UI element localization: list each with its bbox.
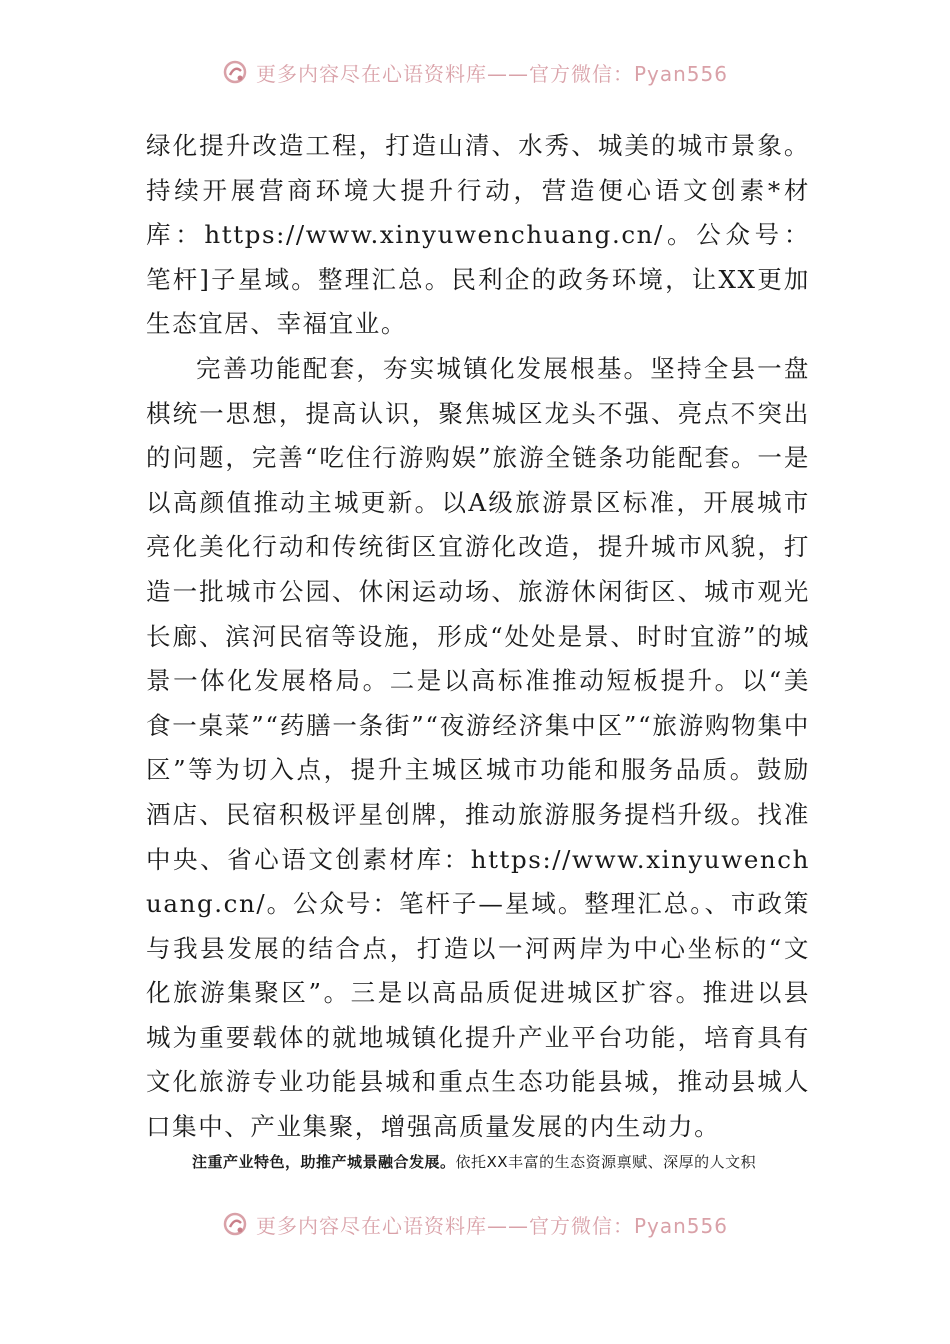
brand-logo-icon <box>222 59 248 85</box>
footnote-line <box>192 1150 832 1174</box>
paragraph-2: 完善功能配套，夯实城镇化发展根基。坚持全县一盘棋统一思想，提高认识，聚焦城区龙头不强、亮点不突出的问题，完善“吃住行游购娱”旅游全链条功能配套。一是以高颜值推动主城更新。以A级旅游景区标准，开展城市亮化美化行动和传统街区宜游化改造，提升城市风貌，打造一批城市公园、休闲运动场、旅游休闲街区、城市观光长廊、滨河民宿等设施，形成“处处是景、时时宜游”的城景一体化发展格局。二是以高标准推动短板提升。以“美食一桌菜”“药膳一条街”“夜游经济集中区”“旅游购物集中区”等为切入点，提升主城区城市功能和服务品质。鼓励酒店、民宿积极评星创牌，推动旅游服务提档升级。找准中央、省心语文创素材库：https://www.xinyuwenchuang.cn/。公众号：笔杆子—星域。整理汇总。、市政策与我县发展的结合点，打造以一河两岸为中心坐标的“文化旅游集聚区”。三是以高品质促进城区扩容。推进以县城为重要载体的就地城镇化提升产业平台功能，培育具有文化旅游专业功能县城和重点生态功能县城，推动县城人口集中、产业集聚，增强高质量发展的内生动力。 <box>146 353 810 1142</box>
header-watermark-banner <box>0 52 950 92</box>
header-watermark-text: 更多内容尽在心语资料库——官方微信：Pyan556 <box>255 61 728 86</box>
footnote-normal-text: 依托XX丰富的生态资源禀赋、深厚的人文积 <box>455 1153 757 1171</box>
footnote-bold-text: 注重产业特色，助推产城景融合发展。 <box>192 1153 456 1171</box>
brand-logo-icon <box>222 1211 248 1237</box>
footer-watermark-banner <box>0 1204 950 1244</box>
document-body <box>146 124 810 1150</box>
paragraph-1: 绿化提升改造工程，打造山清、水秀、城美的城市景象。持续开展营商环境大提升行动，营造便心语文创素*材库：https://www.xinyuwenchuang.cn/。公众号：笔杆]子星域。整理汇总。民利企的政务环境，让XX更加生态宜居、幸福宜业。 <box>146 131 810 339</box>
footer-watermark-text: 更多内容尽在心语资料库——官方微信：Pyan556 <box>255 1213 728 1238</box>
